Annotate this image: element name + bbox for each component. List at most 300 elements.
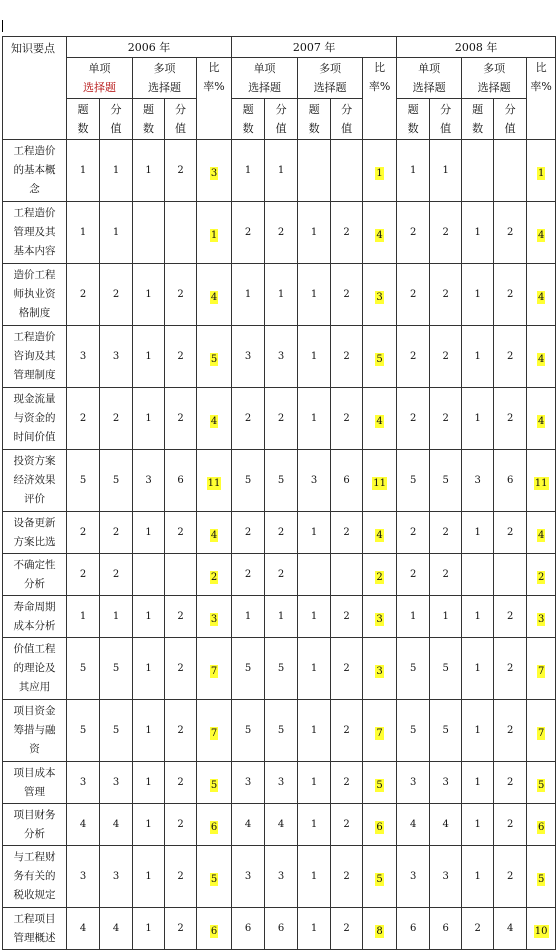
points-subheader-line2: 值 xyxy=(175,122,186,135)
cell-value: 1 xyxy=(145,663,152,674)
cell-value: 1 xyxy=(277,165,285,176)
ratio-cell xyxy=(363,700,397,762)
cell-value: 2 xyxy=(409,527,417,538)
count-subheader-line2: 数 xyxy=(143,122,154,135)
value-cell xyxy=(67,554,100,596)
ratio-value: 4 xyxy=(537,292,545,303)
value-cell xyxy=(232,264,265,326)
table-row xyxy=(3,264,556,326)
cell-value: 2 xyxy=(343,527,350,538)
value-cell xyxy=(133,512,165,554)
topic-cell xyxy=(3,140,67,202)
cell-value: 5 xyxy=(79,475,87,486)
cell-value: 1 xyxy=(409,611,417,622)
value-cell xyxy=(67,638,100,700)
ratio-cell xyxy=(197,326,232,388)
topic-cell xyxy=(3,762,67,804)
cell-value: 1 xyxy=(474,725,481,736)
value-cell xyxy=(265,700,298,762)
cell-value: 2 xyxy=(442,569,449,580)
ratio-cell xyxy=(197,700,232,762)
value-cell xyxy=(133,554,165,596)
value-cell xyxy=(100,846,133,908)
cell-value: 2 xyxy=(177,165,184,176)
value-cell xyxy=(232,846,265,908)
ratio-cell xyxy=(363,554,397,596)
ratio-value: 3 xyxy=(376,292,383,303)
value-cell xyxy=(67,762,100,804)
cell-value: 2 xyxy=(506,871,514,882)
topic-line: 念 xyxy=(29,183,40,195)
cell-value: 1 xyxy=(277,611,285,622)
value-cell xyxy=(298,326,331,388)
value-cell xyxy=(232,762,265,804)
value-cell xyxy=(430,700,462,762)
table-body xyxy=(3,140,556,950)
cell-value: 2 xyxy=(244,227,252,238)
value-cell xyxy=(67,326,100,388)
value-cell xyxy=(265,596,298,638)
value-cell xyxy=(165,326,197,388)
ratio-cell xyxy=(197,846,232,908)
ratio-value: 4 xyxy=(537,230,545,241)
cell-value: 1 xyxy=(310,819,318,830)
cell-value: 1 xyxy=(145,777,152,788)
ratio-header-line1: 比 xyxy=(535,61,547,74)
cell-value: 3 xyxy=(112,777,120,788)
ratio-value: 5 xyxy=(537,874,545,885)
ratio-value: 4 xyxy=(210,292,218,303)
topic-line: 价值工程 xyxy=(13,643,56,655)
cell-value: 2 xyxy=(244,569,252,580)
multi-choice-header-line1: 多项 xyxy=(319,62,342,75)
topic-line: 师执业资 xyxy=(13,288,56,300)
cell-value: 1 xyxy=(474,289,481,300)
value-cell xyxy=(430,762,462,804)
value-cell xyxy=(430,554,462,596)
cell-value: 1 xyxy=(474,611,481,622)
topic-line: 管理概述 xyxy=(13,931,56,944)
cell-value: 1 xyxy=(79,611,87,622)
count-subheader-line1: 题 xyxy=(308,103,320,116)
topic-line: 务有关的 xyxy=(13,870,56,882)
count-subheader-line1: 题 xyxy=(472,103,484,116)
cell-value: 1 xyxy=(442,611,449,622)
topic-cell xyxy=(3,202,67,264)
ratio-cell xyxy=(197,762,232,804)
value-cell xyxy=(397,140,430,202)
value-cell xyxy=(462,700,494,762)
value-cell xyxy=(494,846,527,908)
count-subheader-line2: 数 xyxy=(242,122,254,135)
ratio-header-line2: 率% xyxy=(203,80,225,93)
count-subheader-line2: 数 xyxy=(308,122,320,135)
ratio-cell xyxy=(527,388,556,450)
ratio-cell xyxy=(363,140,397,202)
ratio-cell xyxy=(197,140,232,202)
count-subheader-line1: 题 xyxy=(242,103,254,116)
cell-value: 5 xyxy=(112,663,120,674)
cell-value: 1 xyxy=(310,663,318,674)
topic-line: 的理论及 xyxy=(13,662,56,674)
cell-value: 6 xyxy=(244,923,252,934)
value-cell xyxy=(494,804,527,846)
topic-line: 分析 xyxy=(24,827,45,840)
value-cell xyxy=(462,326,494,388)
points-subheader xyxy=(331,99,363,140)
cell-value: 2 xyxy=(409,227,417,238)
topic-line: 资 xyxy=(29,743,40,755)
value-cell xyxy=(331,202,363,264)
cell-value: 1 xyxy=(474,227,481,238)
ratio-cell xyxy=(363,450,397,512)
cell-value: 1 xyxy=(474,351,481,362)
value-cell xyxy=(232,804,265,846)
topic-cell xyxy=(3,846,67,908)
cell-value: 1 xyxy=(310,527,318,538)
value-cell xyxy=(430,846,462,908)
value-cell xyxy=(100,638,133,700)
ratio-header xyxy=(197,58,232,140)
ratio-cell xyxy=(527,908,556,950)
cell-value: 2 xyxy=(112,569,120,580)
value-cell xyxy=(265,388,298,450)
multi-choice-header-line1: 多项 xyxy=(483,62,506,75)
value-cell xyxy=(67,512,100,554)
value-cell xyxy=(331,450,363,512)
value-cell xyxy=(165,450,197,512)
points-subheader-line2: 值 xyxy=(275,122,287,135)
value-cell xyxy=(462,512,494,554)
value-cell xyxy=(494,140,527,202)
value-cell xyxy=(397,596,430,638)
cell-value: 2 xyxy=(79,569,87,580)
value-cell xyxy=(397,762,430,804)
value-cell xyxy=(397,804,430,846)
value-cell xyxy=(165,202,197,264)
cell-value: 1 xyxy=(145,871,152,882)
ratio-cell xyxy=(363,638,397,700)
cell-value: 1 xyxy=(310,611,318,622)
ratio-value: 3 xyxy=(210,168,218,179)
cell-value: 4 xyxy=(112,923,120,934)
value-cell xyxy=(298,554,331,596)
value-cell xyxy=(494,450,527,512)
value-cell xyxy=(430,596,462,638)
value-cell xyxy=(494,762,527,804)
table-row xyxy=(3,804,556,846)
value-cell xyxy=(265,264,298,326)
ratio-cell xyxy=(527,554,556,596)
cell-value: 4 xyxy=(442,819,449,830)
value-cell xyxy=(397,264,430,326)
cell-value: 2 xyxy=(506,611,514,622)
cell-value: 5 xyxy=(442,475,449,486)
cell-value: 1 xyxy=(79,165,87,176)
cell-value: 1 xyxy=(474,413,481,424)
value-cell xyxy=(494,908,527,950)
value-cell xyxy=(298,512,331,554)
value-cell xyxy=(397,554,430,596)
cell-value: 2 xyxy=(343,227,350,238)
cell-value: 2 xyxy=(177,923,184,934)
cell-value: 1 xyxy=(145,725,152,736)
value-cell xyxy=(397,388,430,450)
count-subheader-line1: 题 xyxy=(407,103,419,116)
ratio-value: 7 xyxy=(210,666,218,677)
value-cell xyxy=(462,762,494,804)
ratio-cell xyxy=(527,264,556,326)
cell-value: 1 xyxy=(310,289,318,300)
topic-line: 寿命周期 xyxy=(13,600,56,613)
cell-value: 1 xyxy=(112,165,120,176)
cell-value: 2 xyxy=(177,611,184,622)
value-cell xyxy=(331,762,363,804)
ratio-cell xyxy=(527,202,556,264)
left-margin-mark xyxy=(2,20,3,32)
value-cell xyxy=(397,638,430,700)
cell-value: 3 xyxy=(79,871,87,882)
ratio-cell xyxy=(363,846,397,908)
value-cell xyxy=(298,700,331,762)
value-cell xyxy=(165,140,197,202)
single-choice-header-line2: 选择题 xyxy=(412,81,446,94)
cell-value: 5 xyxy=(244,475,252,486)
table-row xyxy=(3,326,556,388)
value-cell xyxy=(331,512,363,554)
cell-value: 2 xyxy=(506,777,514,788)
value-cell xyxy=(494,596,527,638)
count-subheader xyxy=(133,99,165,140)
count-subheader xyxy=(462,99,494,140)
cell-value: 2 xyxy=(177,663,184,674)
ratio-value: 10 xyxy=(534,926,548,937)
ratio-value: 6 xyxy=(537,822,545,833)
value-cell xyxy=(462,596,494,638)
cell-value: 2 xyxy=(277,569,285,580)
topic-line: 筹措与融 xyxy=(13,724,56,736)
cell-value: 1 xyxy=(145,165,152,176)
ratio-header xyxy=(363,58,397,140)
points-subheader xyxy=(165,99,197,140)
cell-value: 3 xyxy=(310,475,318,486)
cell-value: 2 xyxy=(506,227,514,238)
cell-value: 1 xyxy=(310,227,318,238)
cell-value: 1 xyxy=(310,777,318,788)
single-choice-header xyxy=(67,58,133,99)
points-subheader xyxy=(494,99,527,140)
value-cell xyxy=(265,908,298,950)
value-cell xyxy=(133,326,165,388)
ratio-cell xyxy=(363,202,397,264)
value-cell xyxy=(462,804,494,846)
cell-value: 1 xyxy=(310,923,318,934)
cell-value: 2 xyxy=(343,413,350,424)
points-subheader xyxy=(100,99,133,140)
cell-value: 2 xyxy=(343,725,350,736)
cell-value: 2 xyxy=(177,725,184,736)
cell-value: 3 xyxy=(244,871,252,882)
value-cell xyxy=(133,264,165,326)
ratio-value: 1 xyxy=(210,230,218,241)
single-choice-header-line1: 单项 xyxy=(88,62,111,75)
cell-value: 3 xyxy=(112,871,120,882)
points-subheader xyxy=(430,99,462,140)
value-cell xyxy=(232,700,265,762)
ratio-cell xyxy=(197,908,232,950)
cell-value: 5 xyxy=(79,663,87,674)
table-row xyxy=(3,512,556,554)
ratio-cell xyxy=(197,638,232,700)
count-subheader xyxy=(397,99,430,140)
value-cell xyxy=(100,762,133,804)
multi-choice-header xyxy=(462,58,527,99)
cell-value: 2 xyxy=(409,351,417,362)
value-cell xyxy=(462,638,494,700)
table-row xyxy=(3,388,556,450)
topic-cell xyxy=(3,388,67,450)
value-cell xyxy=(67,264,100,326)
ratio-value: 4 xyxy=(537,354,545,365)
cell-value: 6 xyxy=(409,923,417,934)
value-cell xyxy=(298,450,331,512)
table-row xyxy=(3,638,556,700)
cell-value: 1 xyxy=(145,413,152,424)
cell-value: 1 xyxy=(409,165,417,176)
cell-value: 2 xyxy=(177,777,184,788)
cell-value: 2 xyxy=(343,611,350,622)
value-cell xyxy=(331,140,363,202)
value-cell xyxy=(430,908,462,950)
value-cell xyxy=(397,700,430,762)
cell-value: 2 xyxy=(79,527,87,538)
cell-value: 2 xyxy=(277,413,285,424)
points-subheader-line1: 分 xyxy=(175,103,186,116)
ratio-cell xyxy=(527,804,556,846)
ratio-value: 1 xyxy=(376,168,383,179)
value-cell xyxy=(494,638,527,700)
value-cell xyxy=(462,202,494,264)
cell-value: 1 xyxy=(474,777,481,788)
value-cell xyxy=(331,596,363,638)
value-cell xyxy=(430,638,462,700)
year-header-2006: 2006 年 xyxy=(67,37,232,58)
cell-value: 6 xyxy=(177,475,184,486)
cell-value: 5 xyxy=(277,475,285,486)
value-cell xyxy=(494,554,527,596)
value-cell xyxy=(232,202,265,264)
value-cell xyxy=(100,388,133,450)
cell-value: 1 xyxy=(474,663,481,674)
topic-line: 成本分析 xyxy=(13,619,56,632)
value-cell xyxy=(67,700,100,762)
ratio-cell xyxy=(363,264,397,326)
value-cell xyxy=(165,512,197,554)
cell-value: 1 xyxy=(112,227,120,238)
cell-value: 5 xyxy=(409,663,417,674)
value-cell xyxy=(462,264,494,326)
ratio-value: 5 xyxy=(376,354,383,365)
points-subheader-line2: 值 xyxy=(110,122,122,135)
points-subheader-line2: 值 xyxy=(341,122,353,135)
cell-value: 3 xyxy=(409,871,417,882)
cell-value: 1 xyxy=(277,289,285,300)
count-subheader-line2: 数 xyxy=(77,122,89,135)
cell-value: 2 xyxy=(506,413,514,424)
cell-value: 3 xyxy=(79,351,87,362)
ratio-cell xyxy=(527,596,556,638)
cell-value: 2 xyxy=(343,871,350,882)
cell-value: 6 xyxy=(277,923,285,934)
cell-value: 2 xyxy=(442,289,449,300)
value-cell xyxy=(430,804,462,846)
cell-value: 2 xyxy=(506,819,514,830)
cell-value: 2 xyxy=(177,819,184,830)
value-cell xyxy=(165,388,197,450)
topic-line: 工程项目 xyxy=(13,912,56,925)
cell-value: 5 xyxy=(277,725,285,736)
multi-choice-header-line1: 多项 xyxy=(153,62,176,75)
cell-value: 5 xyxy=(277,663,285,674)
cell-value: 4 xyxy=(506,923,514,934)
value-cell xyxy=(67,846,100,908)
points-subheader-line1: 分 xyxy=(440,103,452,116)
cell-value: 2 xyxy=(277,527,285,538)
cell-value: 3 xyxy=(277,351,285,362)
ratio-cell xyxy=(197,554,232,596)
value-cell xyxy=(133,700,165,762)
cell-value: 2 xyxy=(343,289,350,300)
value-cell xyxy=(100,596,133,638)
ratio-value: 5 xyxy=(376,780,383,791)
ratio-value: 11 xyxy=(207,478,221,489)
cell-value: 2 xyxy=(177,413,184,424)
value-cell xyxy=(331,908,363,950)
topic-line: 管理 xyxy=(24,785,45,798)
ratio-cell xyxy=(197,450,232,512)
value-cell xyxy=(331,554,363,596)
cell-value: 1 xyxy=(442,165,449,176)
value-cell xyxy=(232,388,265,450)
cell-value: 6 xyxy=(442,923,449,934)
cell-value: 2 xyxy=(409,413,417,424)
value-cell xyxy=(67,450,100,512)
ratio-cell xyxy=(527,638,556,700)
ratio-cell xyxy=(527,700,556,762)
ratio-cell xyxy=(527,140,556,202)
cell-value: 1 xyxy=(145,923,152,934)
cell-value: 1 xyxy=(244,289,252,300)
cell-value: 6 xyxy=(343,475,350,486)
value-cell xyxy=(430,202,462,264)
cell-value: 5 xyxy=(409,725,417,736)
table-row xyxy=(3,202,556,264)
cell-value: 2 xyxy=(343,351,350,362)
ratio-value: 2 xyxy=(210,572,218,583)
topic-line: 的基本概 xyxy=(13,164,56,176)
ratio-cell xyxy=(197,512,232,554)
ratio-cell xyxy=(527,512,556,554)
value-cell xyxy=(430,140,462,202)
topic-line: 税收规定 xyxy=(13,889,56,901)
cell-value: 3 xyxy=(244,351,252,362)
value-cell xyxy=(133,596,165,638)
ratio-header-line1: 比 xyxy=(374,61,386,74)
value-cell xyxy=(67,596,100,638)
value-cell xyxy=(331,700,363,762)
ratio-value: 5 xyxy=(210,354,218,365)
table-header xyxy=(3,37,556,140)
